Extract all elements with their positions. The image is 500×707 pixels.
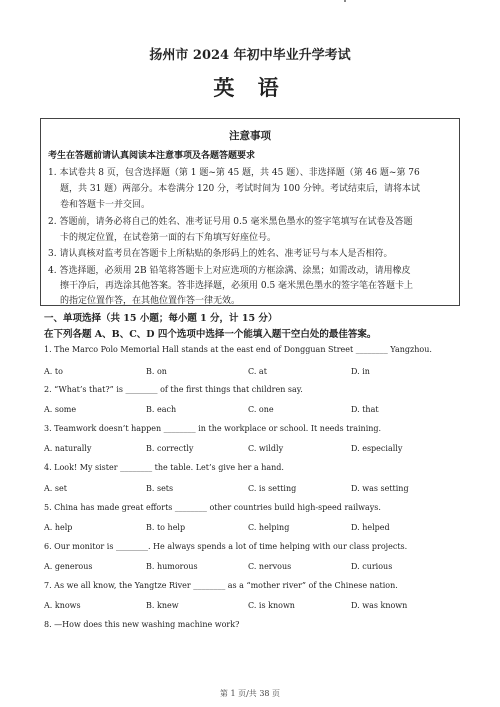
option-a: A. some [44, 405, 77, 414]
option-b: B. knew [146, 601, 179, 610]
option-c: C. one [248, 405, 274, 414]
page-footer: 第 1 页/共 38 页 [219, 689, 281, 698]
option-b: B. sets [146, 484, 174, 493]
option-b: B. correctly [146, 444, 194, 453]
notice-line: 4. 答选择题，必须用 2B 铅笔将答题卡上对应选项的方框涂满、涂黑；如需改动，请用橡皮 [48, 266, 411, 276]
option-c: C. is setting [248, 484, 297, 493]
exam-title: 扬州市 2024 年初中毕业升学考试 [149, 48, 351, 63]
question-stem: 4. Look! My sister ________ the table. Let’s give her a hand. [44, 463, 284, 472]
notice-line: 卡的规定位置，在试卷第一面的右下角填写好座位号。 [60, 233, 277, 243]
option-a: A. help [44, 523, 73, 532]
notice-box [40, 118, 460, 306]
option-d: D. was known [351, 601, 408, 610]
notice-line: 擦干净后，再选涂其他答案。答非选择题，必须用 0.5 毫米黑色墨水的签字笔在答题卡上 [60, 281, 414, 291]
scan-dot [344, 0, 346, 2]
notice-line: 卷和答题卡一并交回。 [60, 200, 151, 210]
option-b: B. each [146, 405, 177, 414]
notice-line: 题，共 31 题）两部分。本卷满分 120 分，考试时间为 100 分钟。考试结束后，请将本试 [60, 184, 420, 194]
option-d: D. that [351, 405, 379, 414]
section-heading: 一、单项选择（共 15 小题；每小题 1 分，计 15 分） [44, 313, 278, 324]
option-c: C. is known [248, 601, 295, 610]
option-a: A. generous [44, 562, 93, 571]
question-stem: 8. —How does this new washing machine work? [44, 620, 240, 629]
option-a: A. knows [44, 601, 81, 610]
option-d: D. helped [351, 523, 390, 532]
option-a: A. naturally [44, 444, 92, 453]
option-c: C. helping [248, 523, 290, 532]
option-b: B. on [146, 367, 167, 376]
question-stem: 6. Our monitor is ________. He always spends a lot of time helping with our class projects. [44, 542, 408, 551]
notice-subtitle: 考生在答题前请认真阅读本注意事项及各题答题要求 [48, 151, 256, 161]
option-b: B. to help [146, 523, 186, 532]
question-stem: 3. Teamwork doesn’t happen ________ in the workplace or school. It needs training. [44, 424, 382, 433]
notice-title: 注意事项 [229, 130, 271, 142]
option-c: C. nervous [248, 562, 292, 571]
option-a: A. set [44, 484, 67, 493]
question-stem: 7. As we all know, the Yangtze River ________ as a “mother river” of the Chinese nation. [44, 581, 398, 590]
notice-line: 2. 答题前，请务必将自己的姓名、准考证号用 0.5 毫米黑色墨水的签字笔填写在试卷及答题 [48, 217, 413, 227]
option-d: D. was setting [351, 484, 409, 493]
option-d: D. curious [351, 562, 393, 571]
question-stem: 2. “What’s that?” is ________ of the first things that children say. [44, 385, 303, 394]
notice-line: 1. 本试卷共 8 页，包含选择题（第 1 题~第 45 题，共 45 题）、非选择题（第 46 题~第 76 [48, 168, 420, 178]
subject-title: 英 语 [213, 75, 287, 100]
option-b: B. humorous [146, 562, 198, 571]
option-d: D. especially [351, 444, 403, 453]
notice-line: 3. 请认真核对监考员在答题卡上所粘贴的条形码上的姓名、准考证号与本人是否相符。 [48, 249, 393, 259]
option-c: C. wildly [248, 444, 284, 453]
option-c: C. at [248, 367, 267, 376]
notice-line: 的指定位置作答，在其他位置作答一律无效。 [60, 296, 241, 306]
question-stem: 1. The Marco Polo Memorial Hall stands at the east end of Dongguan Street ________ Yangzhou. [44, 345, 432, 354]
option-d: D. in [351, 367, 370, 376]
question-stem: 5. China has made great efforts ________ other countries build high-speed railways. [44, 503, 381, 512]
section-instruction: 在下列各题 A、B、C、D 四个选项中选择一个能填入题干空白处的最佳答案。 [44, 329, 377, 340]
option-a: A. to [44, 367, 63, 376]
